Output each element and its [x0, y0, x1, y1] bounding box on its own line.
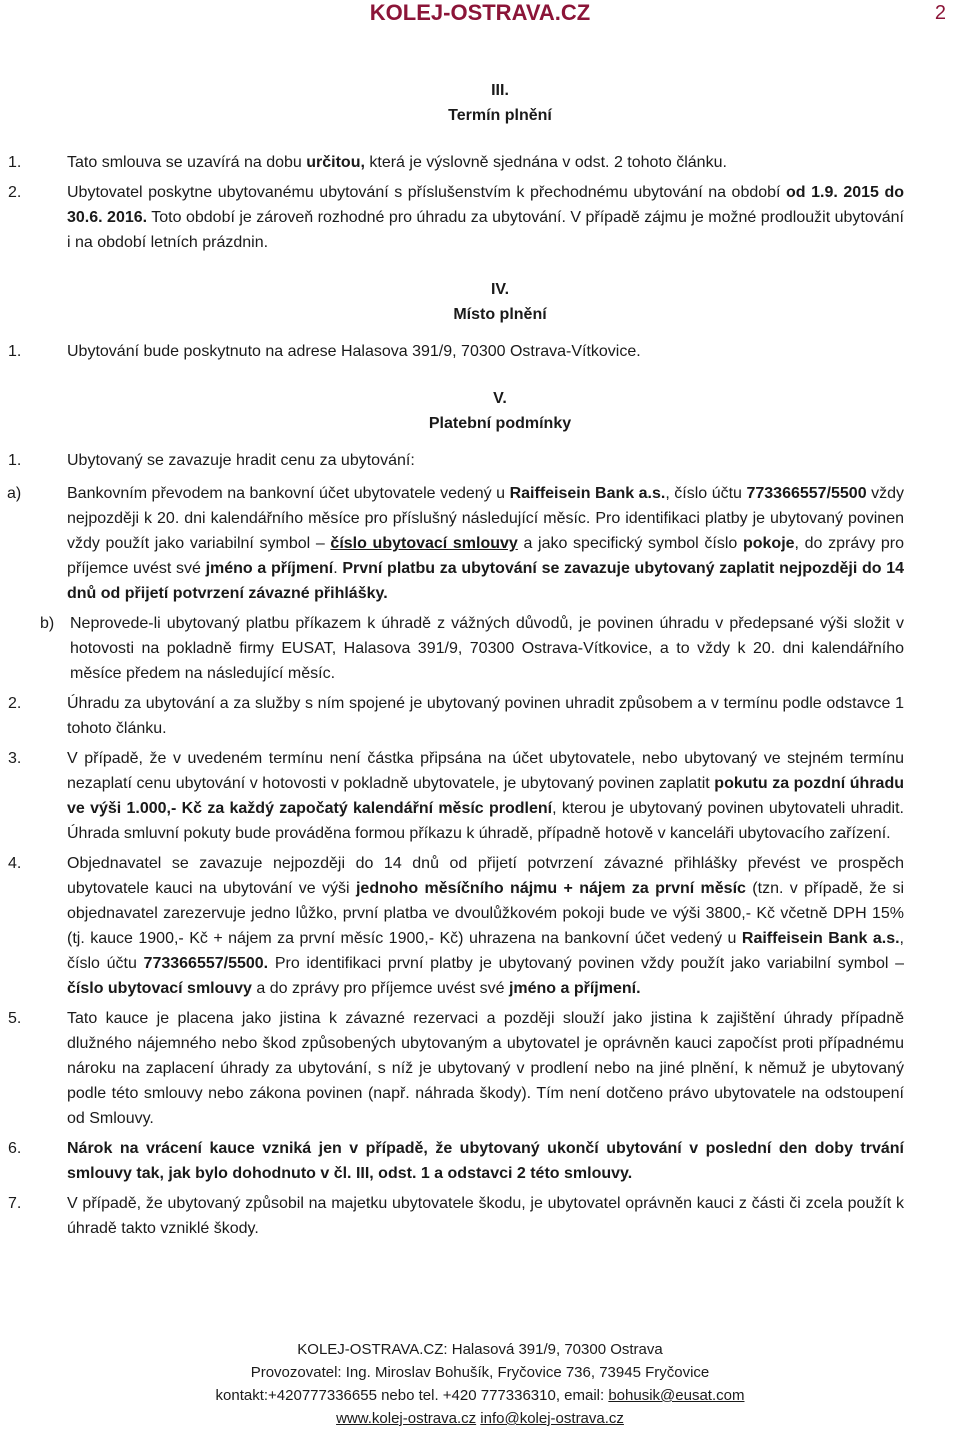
- email-link[interactable]: bohusik@eusat.com: [608, 1387, 745, 1404]
- item-text: Ubytovatel poskytne ubytovanému ubytování s příslušenstvím k přechodnému ubytování na období: [67, 184, 787, 201]
- subitem-label: a): [7, 485, 22, 502]
- item-text: Tato smlouva se uzavírá na dobu: [67, 154, 307, 171]
- item-text: Bankovním převodem na bankovní účet ubytovatele vedený u: [67, 485, 510, 502]
- item-text: a jako specifický symbol číslo: [517, 535, 743, 552]
- item-text: V případě, že ubytovaný způsobil na majetku ubytovatele škodu, je ubytovatel oprávněn kauci z části či zcela použít k úhradě takto vzniklé škody.: [67, 1195, 904, 1237]
- section-5-item-3: [0, 746, 960, 846]
- item-text-bold: od 1.9. 2015 do 30.6. 2016.: [67, 184, 904, 226]
- item-number: 4.: [8, 855, 22, 872]
- section-3-item-1: [0, 150, 960, 175]
- section-4-title: Místo plnění: [453, 306, 547, 323]
- page-number: 2: [934, 2, 946, 24]
- item-number: 1.: [8, 343, 22, 360]
- subitem-label: b): [40, 615, 55, 632]
- item-text: Toto období je zároveň rozhodné pro úhradu za ubytování. V případě zájmu je možné prodloužit ubytování i na období letních prázdnin.: [67, 209, 904, 251]
- account-number: 773366557/5500: [746, 485, 867, 502]
- item-text: Ubytovaný se zavazuje hradit cenu za ubytování:: [67, 452, 415, 469]
- penalty-text: pokutu za pozdní úhradu ve výši 1.000,- Kč za každý započatý kalendářní měsíc prodlení: [67, 775, 904, 817]
- section-3-numeral: III.: [491, 82, 509, 99]
- item-number: 3.: [8, 750, 22, 767]
- item-text: a do zprávy pro příjemce uvést své: [251, 980, 509, 997]
- header-brand: KOLEJ-OSTRAVA.CZ: [369, 0, 591, 25]
- info-email-link[interactable]: info@kolej-ostrava.cz: [480, 1410, 624, 1427]
- footer-contact: [0, 1384, 960, 1407]
- item-number: 2.: [8, 695, 22, 712]
- bank-name: Raiffeisein Bank a.s.: [741, 930, 900, 947]
- item-text-bold: určitou,: [306, 154, 365, 171]
- variable-symbol-text: číslo ubytovací smlouvy: [330, 535, 518, 552]
- section-5-item-4: [0, 851, 960, 1001]
- name-text: jméno a příjmení.: [508, 980, 641, 997]
- item-text: vždy nejpozději k 20. dni kalendářního měsíce pro příslušný následující měsíc. Pro identifikaci platby je ubytovaný povinen vždy použít jako variabilní symbol –: [67, 485, 905, 552]
- item-text: , číslo účtu: [665, 485, 747, 502]
- section-5-title: Platební podmínky: [428, 415, 572, 432]
- section-5-item-5: [0, 1006, 960, 1131]
- item-number: 5.: [8, 1010, 22, 1027]
- item-text: , do zprávy pro příjemce uvést své: [67, 535, 905, 577]
- section-5-subitem-a: [0, 481, 960, 606]
- page-footer: [0, 1338, 960, 1430]
- footer-operator: Provozovatel: Ing. Miroslav Bohušík, Fryčovice 736, 73945 Fryčovice: [250, 1364, 710, 1381]
- item-text: která je výslovně sjednána v odst. 2 tohoto článku.: [364, 154, 727, 171]
- section-4-numeral: IV.: [490, 281, 510, 298]
- section-3-title: Termín plnění: [448, 107, 552, 124]
- section-5-numeral: V.: [493, 390, 507, 407]
- item-text-bold: Nárok na vrácení kauce vzniká jen v případě, že ubytovaný ukončí ubytování v poslední den doby trvání smlouvy tak, jak bylo dohodnuto v čl. III, odst. 1 a odstavci 2 této smlouvy.: [67, 1140, 904, 1182]
- section-4-item-1: [0, 339, 960, 364]
- deposit-text: jednoho měsíčního nájmu + nájem za první měsíc: [355, 880, 746, 897]
- variable-symbol-text: číslo ubytovací smlouvy: [67, 980, 252, 997]
- name-text: jméno a příjmení: [205, 560, 334, 577]
- item-text: (tzn. v případě, že si objednavatel zarezervuje jedno lůžko, první platba ve dvoulůžkovém pokoji bude ve výši 3800,- Kč včetně DPH 15% (tj. kauce 1900,- Kč + nájem za první měsíc 1900,- Kč) uhrazena na bankovní účet vedený u: [67, 880, 905, 947]
- specific-symbol-text: pokoje: [742, 535, 795, 552]
- page-header: [0, 0, 960, 28]
- section-3-item-2: [0, 180, 960, 255]
- website-link[interactable]: www.kolej-ostrava.cz: [336, 1410, 477, 1427]
- section-5-item-1: [0, 448, 960, 473]
- item-number: 1.: [8, 452, 22, 469]
- document-body: [0, 78, 960, 1241]
- item-text: , číslo účtu: [67, 930, 904, 972]
- section-5-subitem-b: [0, 611, 960, 686]
- first-payment-text: První platbu za ubytování se zavazuje ubytovaný zaplatit nejpozději do 14 dnů od přijetí potvrzení závazné přihlášky.: [67, 560, 905, 602]
- section-5-item-6: [0, 1136, 960, 1186]
- item-text: Objednavatel se zavazuje nejpozději do 14 dnů od přijetí potvrzení závazné přihlášky převést ve prospěch ubytovatele kauci na ubytování ve výši: [67, 855, 904, 897]
- bank-name: Raiffeisein Bank a.s.: [509, 485, 666, 502]
- item-number: 6.: [8, 1140, 22, 1157]
- section-5-item-7: [0, 1191, 960, 1241]
- item-text: Neprovede-li ubytovaný platbu příkazem k úhradě z vážných důvodů, je povinen úhradu v předepsané výši složit v hotovosti na pokladně firmy EUSAT, Halasova 391/9, 70300 Ostrava-Vítkovice, a to vždy k 20. dni kalendářního měsíce předem na následující měsíc.: [70, 615, 904, 682]
- item-number: 1.: [8, 154, 22, 171]
- footer-contact-text: kontakt:+420777336655 nebo tel. +420 777336310, email:: [215, 1387, 609, 1404]
- item-text: Ubytování bude poskytnuto na adrese Halasova 391/9, 70300 Ostrava-Vítkovice.: [67, 343, 641, 360]
- item-text: , kterou je ubytovaný povinen ubytovateli uhradit. Úhrada smluvní pokuty bude prováděna formou příkazu k úhradě, případně hotově v kanceláři ubytovacího zařízení.: [67, 800, 904, 842]
- section-5-item-2: [0, 691, 960, 741]
- item-text: Pro identifikaci první platby je ubytovaný povinen vždy použít jako variabilní symbol –: [268, 955, 904, 972]
- item-number: 2.: [8, 184, 22, 201]
- item-text: Úhradu za ubytování a za služby s ním spojené je ubytovaný povinen uhradit způsobem a v termínu podle odstavce 1 tohoto článku.: [67, 695, 904, 737]
- item-text: .: [333, 560, 343, 577]
- item-text: V případě, že v uvedeném termínu není částka připsána na účet ubytovatele, nebo ubytovaný ve stejném termínu nezaplatí cenu ubytování v hotovosti v pokladně ubytovatele, je ubytovaný povinen zaplatit: [67, 750, 904, 792]
- item-text: Tato kauce je placena jako jistina k závazné rezervaci a později slouží jako jistina k zajištění úhrady případně dlužného nájemného nebo škod způsobených ubytovaným a ubytovatel je oprávněn kauci započíst proti případnému nároku na zaplacení úhrady za ubytování, s níž je ubytovaný v prodlení nebo na jiné plnění, k němuž je ubytovaný podle této smlouvy nebo zákona povinen (např. náhrada škody). Tím není dotčeno právo ubytovatele na odstoupení od Smlouvy.: [67, 1010, 904, 1127]
- item-number: 7.: [8, 1195, 22, 1212]
- account-number: 773366557/5500.: [143, 955, 269, 972]
- footer-links: [0, 1407, 960, 1430]
- footer-address: KOLEJ-OSTRAVA.CZ: Halasová 391/9, 70300 Ostrava: [297, 1341, 663, 1358]
